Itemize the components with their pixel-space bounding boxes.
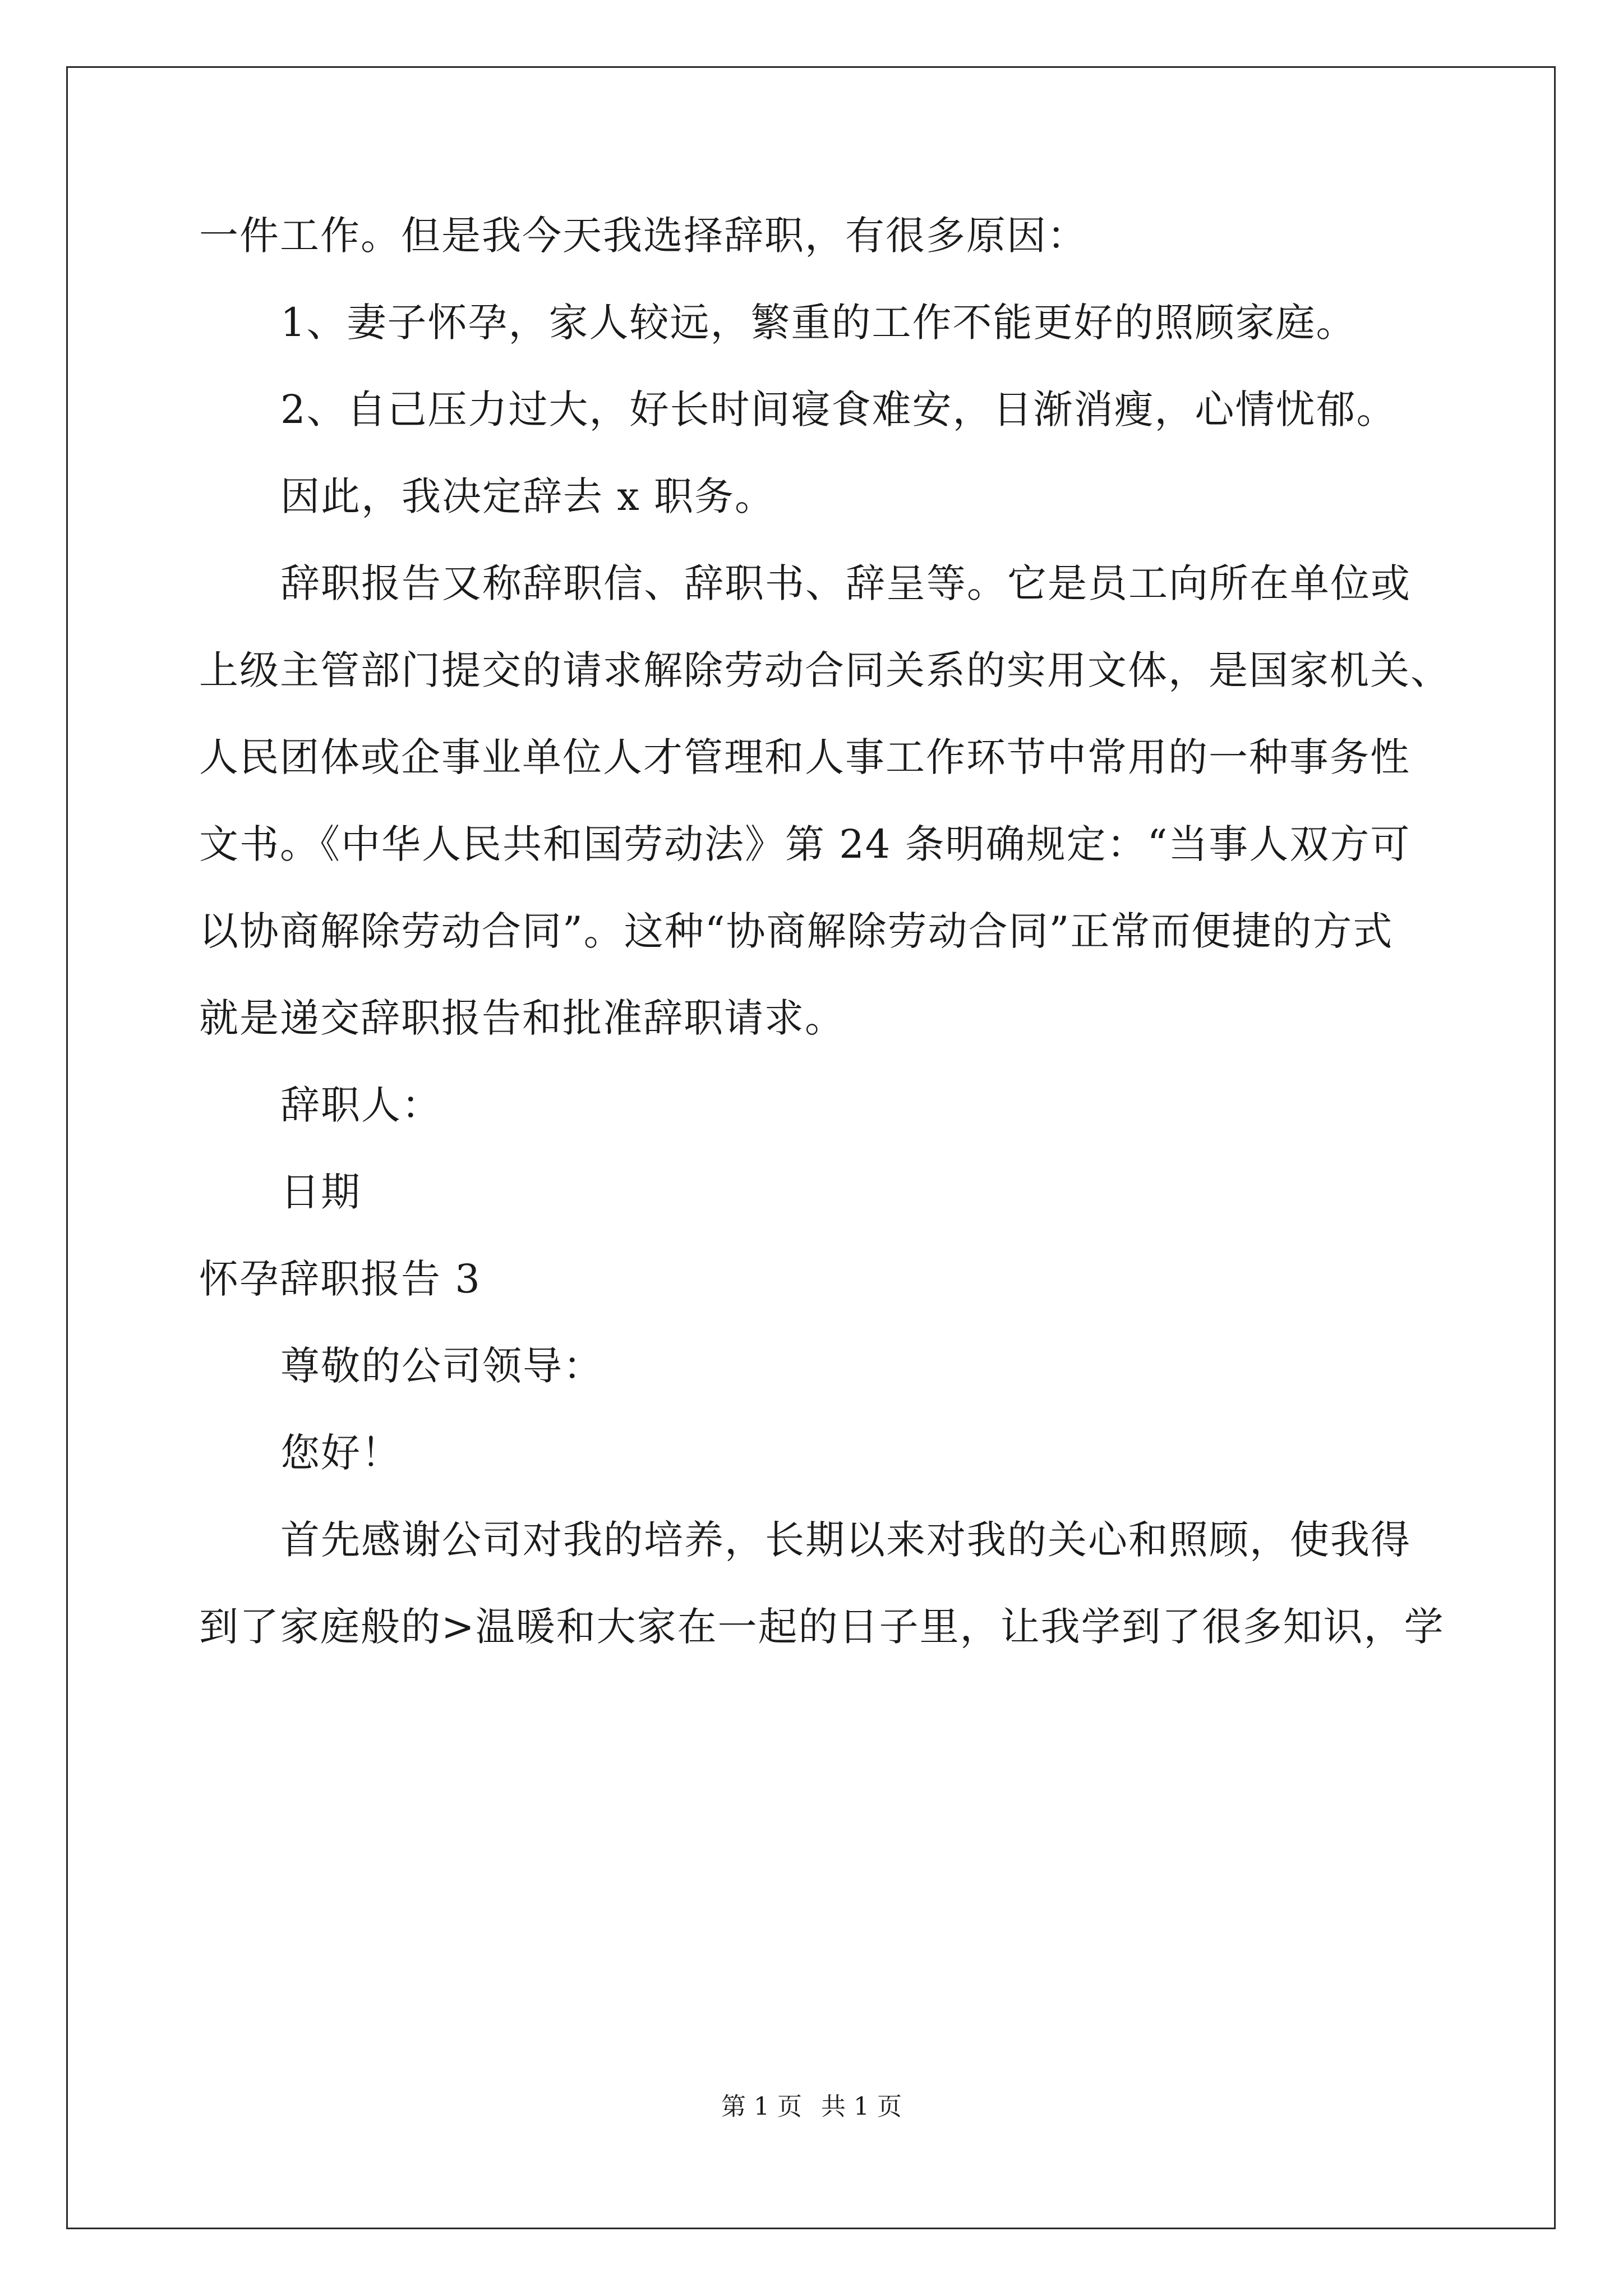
section-title: 怀孕辞职报告 3 — [199, 1256, 481, 1302]
definition-paragraph-line-3: 人民团体或企事业单位人才管理和人事工作环节中常用的一种事务性 — [199, 734, 1410, 780]
salutation: 尊敬的公司领导： — [280, 1343, 603, 1389]
conclusion-paragraph: 因此，我决定辞去 x 职务。 — [280, 473, 775, 519]
page-footer — [0, 2091, 1623, 2123]
greeting: 您好！ — [280, 1430, 402, 1476]
definition-paragraph-line-5: 以协商解除劳动合同”。这种“协商解除劳动合同”正常而便捷的方式 — [199, 908, 1394, 954]
text-line-1: 一件工作。但是我今天我选择辞职，有很多原因： — [199, 213, 1087, 259]
definition-paragraph-line-1: 辞职报告又称辞职信、辞职书、辞呈等。它是员工向所在单位或 — [280, 560, 1411, 606]
signer-label: 辞职人： — [280, 1082, 442, 1128]
definition-paragraph-line-4: 文书。《中华人民共和国劳动法》第 24 条明确规定：“当事人双方可 — [199, 821, 1411, 867]
definition-paragraph-line-6: 就是递交辞职报告和批准辞职请求。 — [199, 995, 845, 1041]
body-paragraph-line-1: 首先感谢公司对我的培养，长期以来对我的关心和照顾，使我得 — [280, 1517, 1411, 1563]
list-item-1: 1、妻子怀孕，家人较远，繁重的工作不能更好的照顾家庭。 — [280, 300, 1357, 346]
page-number-current: 第 1 页 — [721, 2092, 802, 2121]
date-label: 日期 — [280, 1169, 361, 1215]
body-paragraph-line-2: 到了家庭般的>温暖和大家在一起的日子里，让我学到了很多知识，学 — [199, 1604, 1445, 1650]
definition-paragraph-line-2: 上级主管部门提交的请求解除劳动合同关系的实用文体，是国家机关、 — [199, 647, 1451, 693]
page-number-total: 共 1 页 — [821, 2092, 902, 2121]
list-item-2: 2、自己压力过大，好长时间寝食难安，日渐消瘦，心情忧郁。 — [280, 386, 1397, 432]
